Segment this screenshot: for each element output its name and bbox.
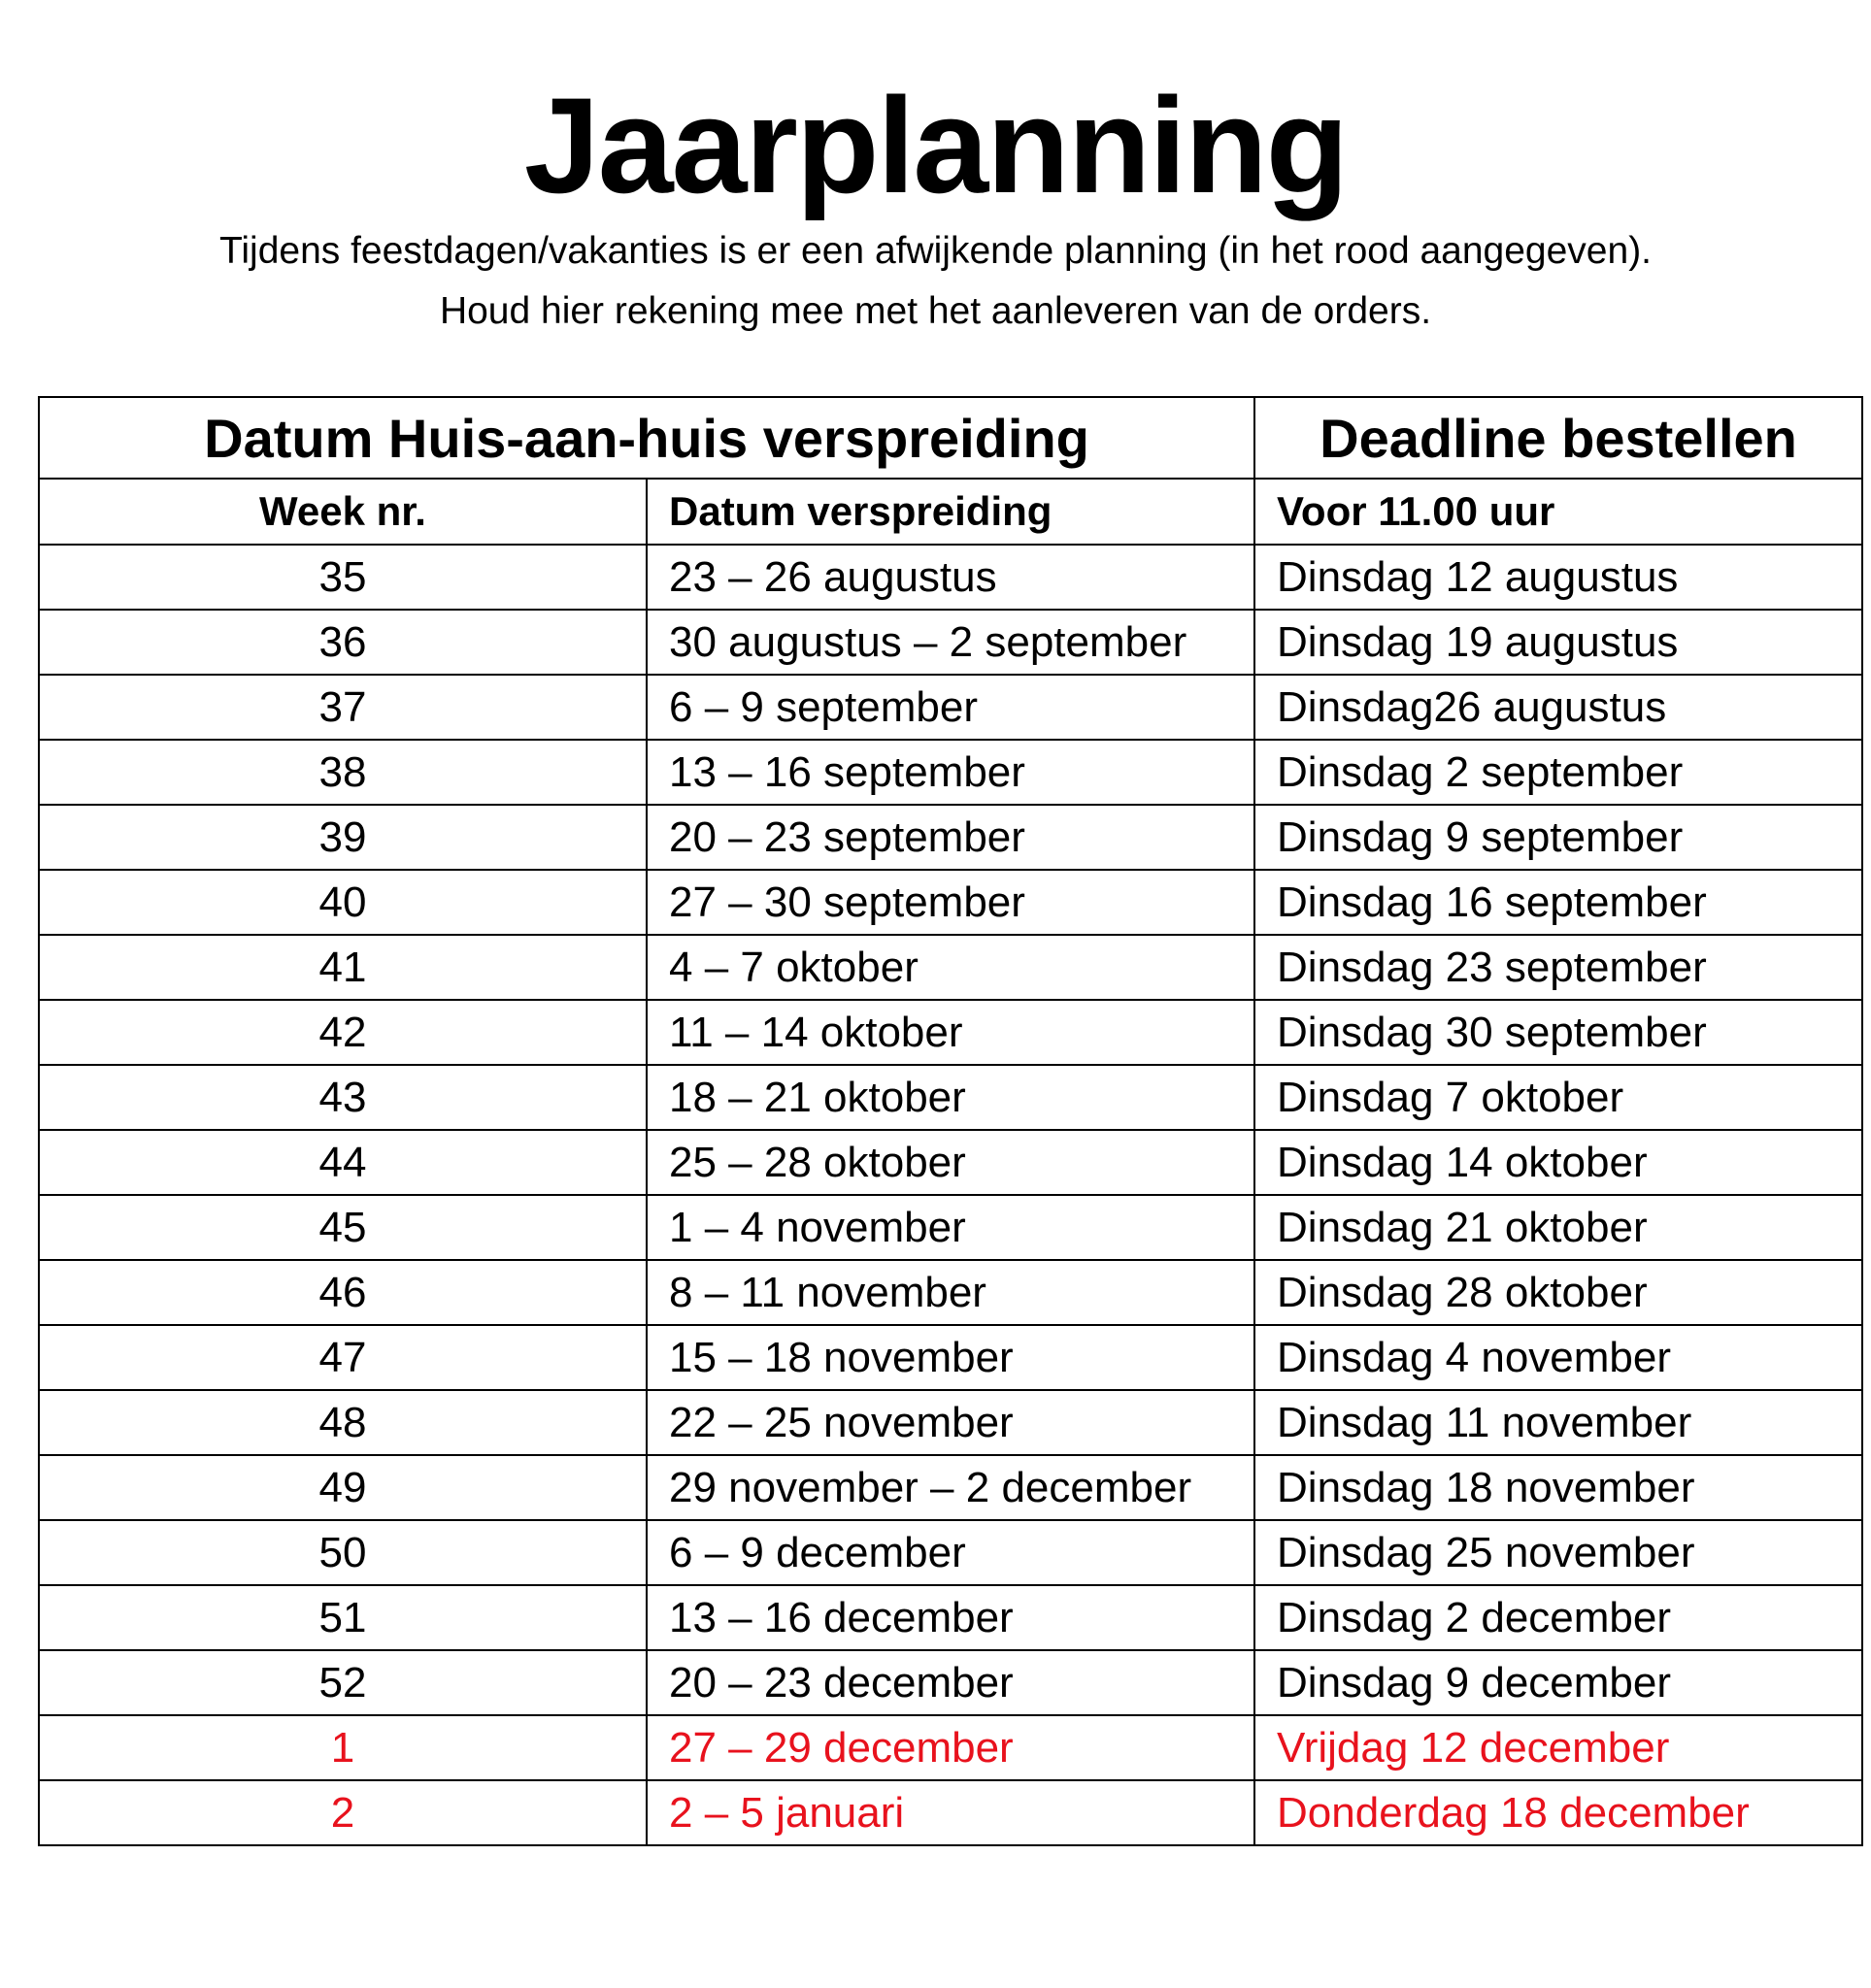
deadline-cell: Donderdag 18 december [1254, 1780, 1862, 1845]
week-column-header: Week nr. [39, 479, 647, 545]
date-cell: 20 – 23 september [647, 805, 1254, 870]
table-row [39, 935, 1862, 1000]
date-cell: 18 – 21 oktober [647, 1065, 1254, 1130]
week-cell: 37 [39, 675, 647, 740]
date-cell: 29 november – 2 december [647, 1455, 1254, 1520]
deadline-cell: Dinsdag 25 november [1254, 1520, 1862, 1585]
date-cell: 11 – 14 oktober [647, 1000, 1254, 1065]
week-cell: 49 [39, 1455, 647, 1520]
table-row [39, 545, 1862, 610]
table-row [39, 740, 1862, 805]
deadline-cell: Dinsdag 9 september [1254, 805, 1862, 870]
week-cell: 2 [39, 1780, 647, 1845]
deadline-cell: Dinsdag 2 december [1254, 1585, 1862, 1650]
date-cell: 8 – 11 november [647, 1260, 1254, 1325]
deadline-cell: Vrijdag 12 december [1254, 1715, 1862, 1780]
date-cell: 20 – 23 december [647, 1650, 1254, 1715]
date-cell: 23 – 26 augustus [647, 545, 1254, 610]
week-cell: 51 [39, 1585, 647, 1650]
deadline-cell: Dinsdag 7 oktober [1254, 1065, 1862, 1130]
table-row [39, 1260, 1862, 1325]
intro-line-1: Tijdens feestdagen/vakanties is er een afwijkende planning (in het rood aangegeven). [218, 230, 1653, 272]
deadline-cell: Dinsdag 18 november [1254, 1455, 1862, 1520]
deadline-cell: Dinsdag 19 augustus [1254, 610, 1862, 675]
group-header-row [39, 397, 1862, 479]
week-cell: 48 [39, 1390, 647, 1455]
deadline-group-header: Deadline bestellen [1254, 397, 1862, 479]
date-cell: 6 – 9 december [647, 1520, 1254, 1585]
date-cell: 25 – 28 oktober [647, 1130, 1254, 1195]
deadline-cell: Dinsdag 28 oktober [1254, 1260, 1862, 1325]
week-cell: 1 [39, 1715, 647, 1780]
date-cell: 15 – 18 november [647, 1325, 1254, 1390]
week-cell: 46 [39, 1260, 647, 1325]
date-cell: 6 – 9 september [647, 675, 1254, 740]
date-column-header: Datum verspreiding [647, 479, 1254, 545]
table-row [39, 1585, 1862, 1650]
deadline-cell: Dinsdag 12 augustus [1254, 545, 1862, 610]
deadline-cell: Dinsdag 4 november [1254, 1325, 1862, 1390]
deadline-cell: Dinsdag 16 september [1254, 870, 1862, 935]
deadline-cell: Dinsdag 9 december [1254, 1650, 1862, 1715]
table-row [39, 1325, 1862, 1390]
deadline-cell: Dinsdag26 augustus [1254, 675, 1862, 740]
date-cell: 2 – 5 januari [647, 1780, 1254, 1845]
table-row [39, 1065, 1862, 1130]
table-row [39, 610, 1862, 675]
table-row [39, 870, 1862, 935]
deadline-cell: Dinsdag 11 november [1254, 1390, 1862, 1455]
column-header-row [39, 479, 1862, 545]
intro-line-2: Houd hier rekening mee met het aanleveren van de orders. [439, 290, 1432, 332]
week-cell: 39 [39, 805, 647, 870]
date-cell: 30 augustus – 2 september [647, 610, 1254, 675]
date-cell: 4 – 7 oktober [647, 935, 1254, 1000]
week-cell: 44 [39, 1130, 647, 1195]
planning-table [38, 396, 1863, 1846]
date-cell: 13 – 16 september [647, 740, 1254, 805]
table-row [39, 1455, 1862, 1520]
week-cell: 43 [39, 1065, 647, 1130]
week-cell: 45 [39, 1195, 647, 1260]
week-cell: 52 [39, 1650, 647, 1715]
date-cell: 27 – 30 september [647, 870, 1254, 935]
week-cell: 40 [39, 870, 647, 935]
page-title: Jaarplanning [523, 69, 1348, 221]
deadline-cell: Dinsdag 30 september [1254, 1000, 1862, 1065]
intro-text [0, 221, 1871, 342]
table-row [39, 1520, 1862, 1585]
week-cell: 41 [39, 935, 647, 1000]
deadline-cell: Dinsdag 23 september [1254, 935, 1862, 1000]
deadline-column-header: Voor 11.00 uur [1254, 479, 1862, 545]
deadline-cell: Dinsdag 2 september [1254, 740, 1862, 805]
table-row [39, 1390, 1862, 1455]
table-row [39, 805, 1862, 870]
table-row [39, 1000, 1862, 1065]
week-cell: 42 [39, 1000, 647, 1065]
table-body [39, 545, 1862, 1845]
date-cell: 22 – 25 november [647, 1390, 1254, 1455]
date-cell: 27 – 29 december [647, 1715, 1254, 1780]
table-row [39, 1650, 1862, 1715]
table-row [39, 1195, 1862, 1260]
table-row [39, 675, 1862, 740]
date-cell: 1 – 4 november [647, 1195, 1254, 1260]
deadline-cell: Dinsdag 14 oktober [1254, 1130, 1862, 1195]
week-cell: 38 [39, 740, 647, 805]
table-row [39, 1715, 1862, 1780]
week-cell: 35 [39, 545, 647, 610]
week-cell: 36 [39, 610, 647, 675]
table-row [39, 1130, 1862, 1195]
date-cell: 13 – 16 december [647, 1585, 1254, 1650]
table-row [39, 1780, 1862, 1845]
deadline-cell: Dinsdag 21 oktober [1254, 1195, 1862, 1260]
distribution-group-header: Datum Huis-aan-huis verspreiding [39, 397, 1254, 479]
week-cell: 47 [39, 1325, 647, 1390]
week-cell: 50 [39, 1520, 647, 1585]
